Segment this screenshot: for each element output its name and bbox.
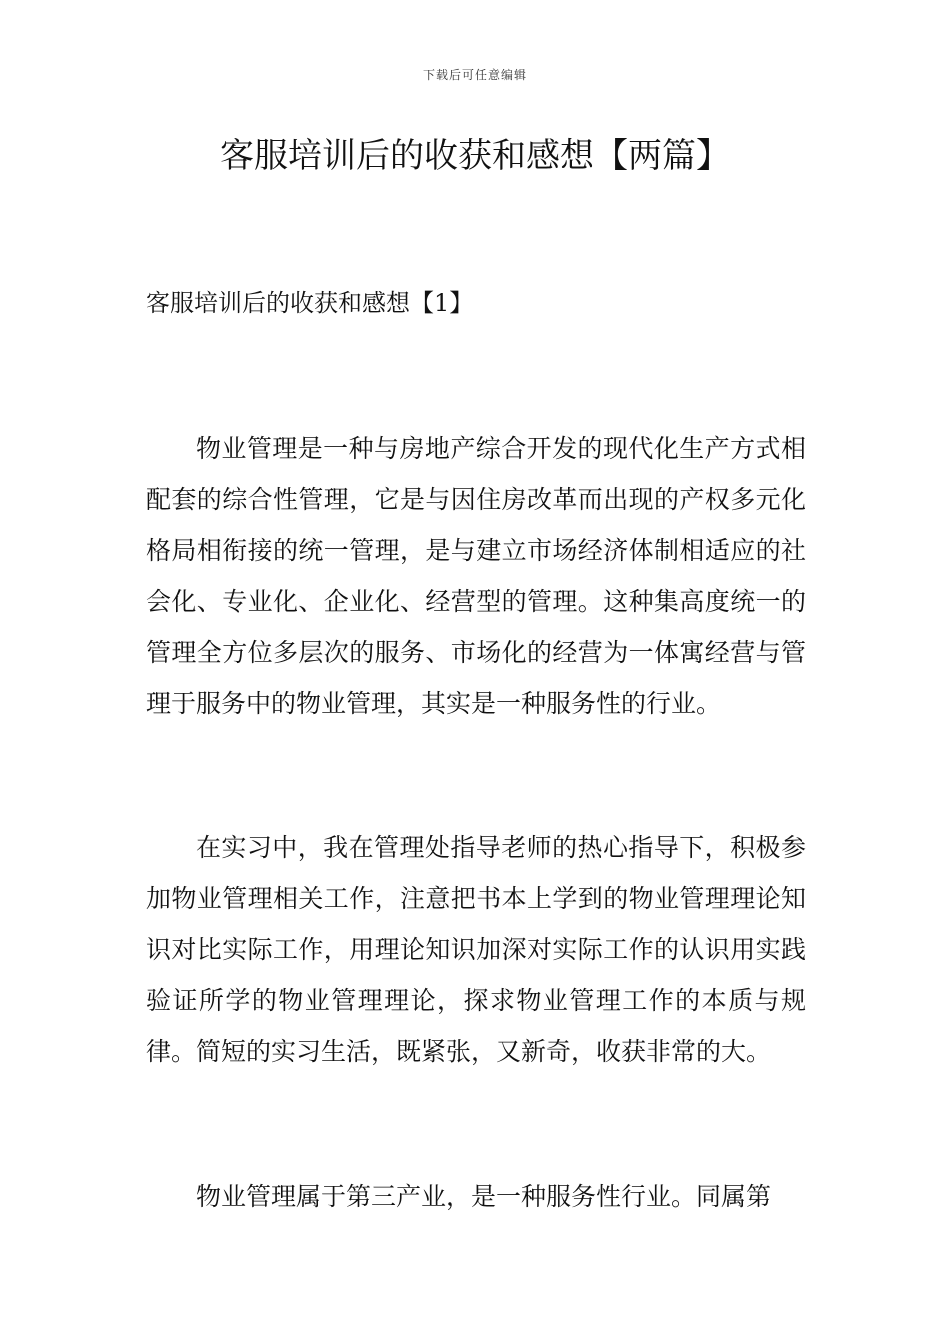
document-title: 客服培训后的收获和感想【两篇】 [220,136,730,176]
header-note: 下载后可任意编辑 [422,68,527,82]
body-paragraph: 在实习中，我在管理处指导老师的热心指导下，积极参加物业管理相关工作，注意把书本上学到的物业管理理论知识对比实际工作，用理论知识加深对实际工作的认识用实践验证所学的物业管理理论，探求物业管理工作的本质与规律。简短的实习生活，既紧张，又新奇，收获非常的大。 [146,833,806,1066]
body-paragraph: 物业管理属于第三产业，是一种服务性行业。同属第 [196,1182,772,1211]
body-paragraph: 物业管理是一种与房地产综合开发的现代化生产方式相配套的综合性管理，它是与因住房改革而出现的产权多元化格局相衔接的统一管理，是与建立市场经济体制相适应的社会化、专业化、企业化、经营型的管理。这种集高度统一的管理全方位多层次的服务、市场化的经营为一体寓经营与管理于服务中的物业管理，其实是一种服务性的行业。 [146,434,806,718]
section-heading: 客服培训后的收获和感想【1】 [146,289,474,317]
